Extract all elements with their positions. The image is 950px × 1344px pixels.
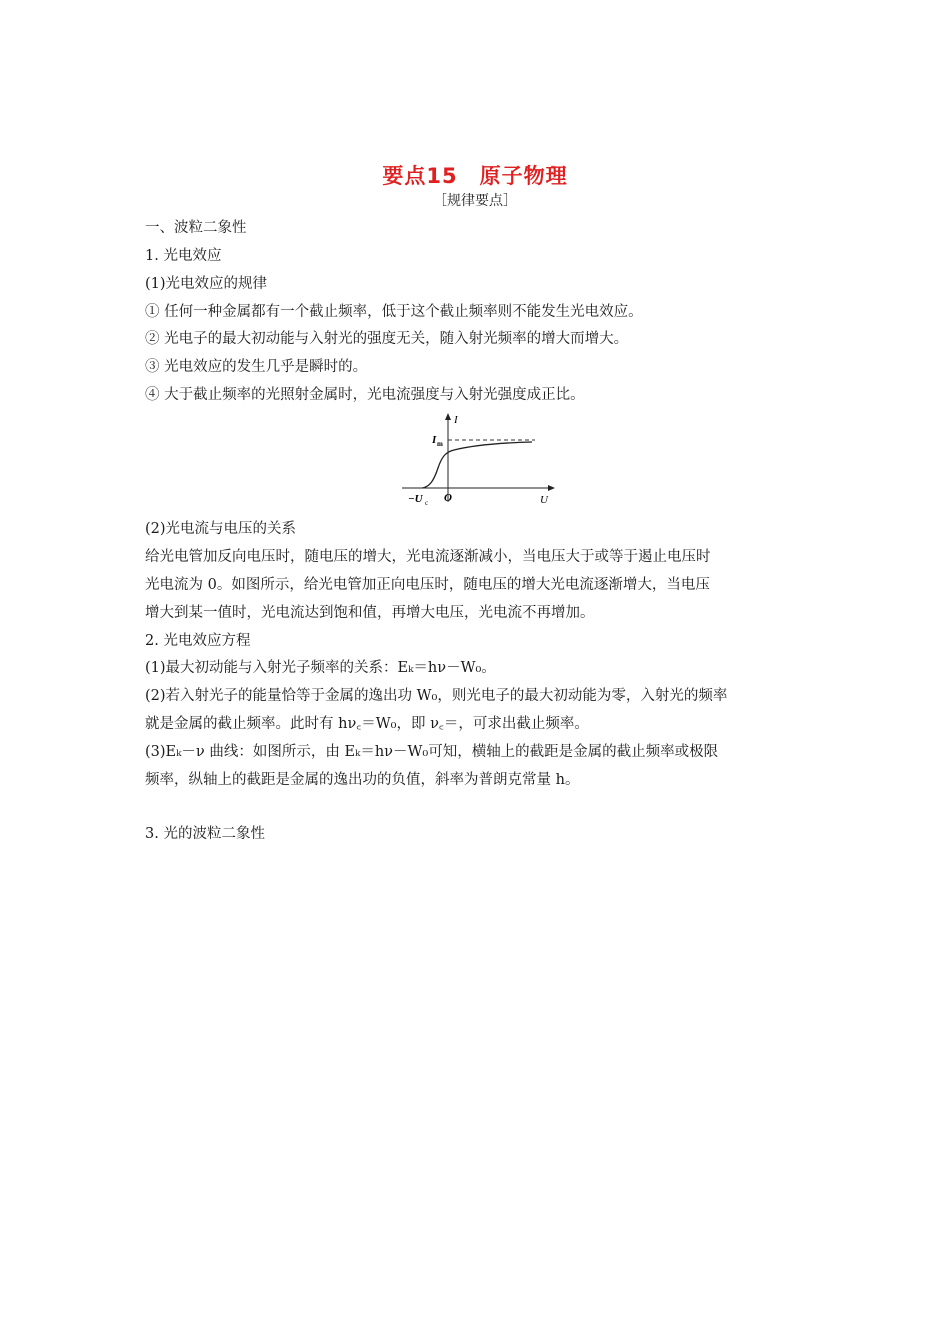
subsection-heading: 2. 光电效应方程 [145,633,251,649]
paragraph-line: 给光电管加反向电压时，随电压的增大，光电流逐渐减小，当电压大于或等于遏止电压时 [145,549,711,565]
photocurrent-voltage-graph [400,410,560,514]
paragraph-line: (2)若入射光子的能量恰等于金属的逸出功 W₀，则光电子的最大初动能为零，入射光的频率 [145,688,728,704]
label-neg-uc-sub: c [425,499,429,507]
current-curve [422,442,532,488]
label-origin: O [444,492,452,504]
subsection-heading: 1. 光电效应 [145,248,222,264]
label-im: I [432,434,437,446]
item-heading: (2)光电流与电压的关系 [145,521,297,537]
paragraph-line: 频率，纵轴上的截距是金属的逸出功的负值，斜率为普朗克常量 h。 [145,772,580,788]
paragraph-line: 光电流为 0。如图所示，给光电管加正向电压时，随电压的增大光电流逐渐增大，当电压 [145,577,710,593]
rule-3: ③ 光电效应的发生几乎是瞬时的。 [145,359,368,375]
label-u: U [540,494,548,506]
rule-1: ① 任何一种金属都有一个截止频率，低于这个截止频率则不能发生光电效应。 [145,304,643,320]
label-neg-uc: −U [408,493,423,505]
label-i: I [454,414,458,426]
paragraph-line: 就是金属的截止频率。此时有 hν꜀＝W₀，即 ν꜀＝，可求出截止频率。 [145,716,589,732]
subsection-heading: 3. 光的波粒二象性 [145,826,265,842]
rule-2: ② 光电子的最大初动能与入射光的强度无关，随入射光频率的增大而增大。 [145,331,629,347]
label-im-sub: m [437,440,443,448]
section-subtitle: ［规律要点］ [433,193,517,209]
equation-line: (1)最大初动能与入射光子频率的关系：Eₖ＝hν－W₀。 [145,660,496,676]
page-title: 要点15 原子物理 [382,164,568,188]
graph-svg [400,410,560,510]
item-heading: (1)光电效应的规律 [145,276,268,292]
u-axis-arrow [548,485,555,491]
paragraph-line: 增大到某一值时，光电流达到饱和值，再增大电压，光电流不再增加。 [145,605,595,621]
i-axis-arrow [445,413,451,420]
section-heading: 一、波粒二象性 [145,220,247,236]
rule-4: ④ 大于截止频率的光照射金属时，光电流强度与入射光强度成正比。 [145,387,585,403]
paragraph-line: (3)Eₖ－ν 曲线：如图所示，由 Eₖ＝hν－W₀可知，横轴上的截距是金属的截止频率或极限 [145,744,719,760]
